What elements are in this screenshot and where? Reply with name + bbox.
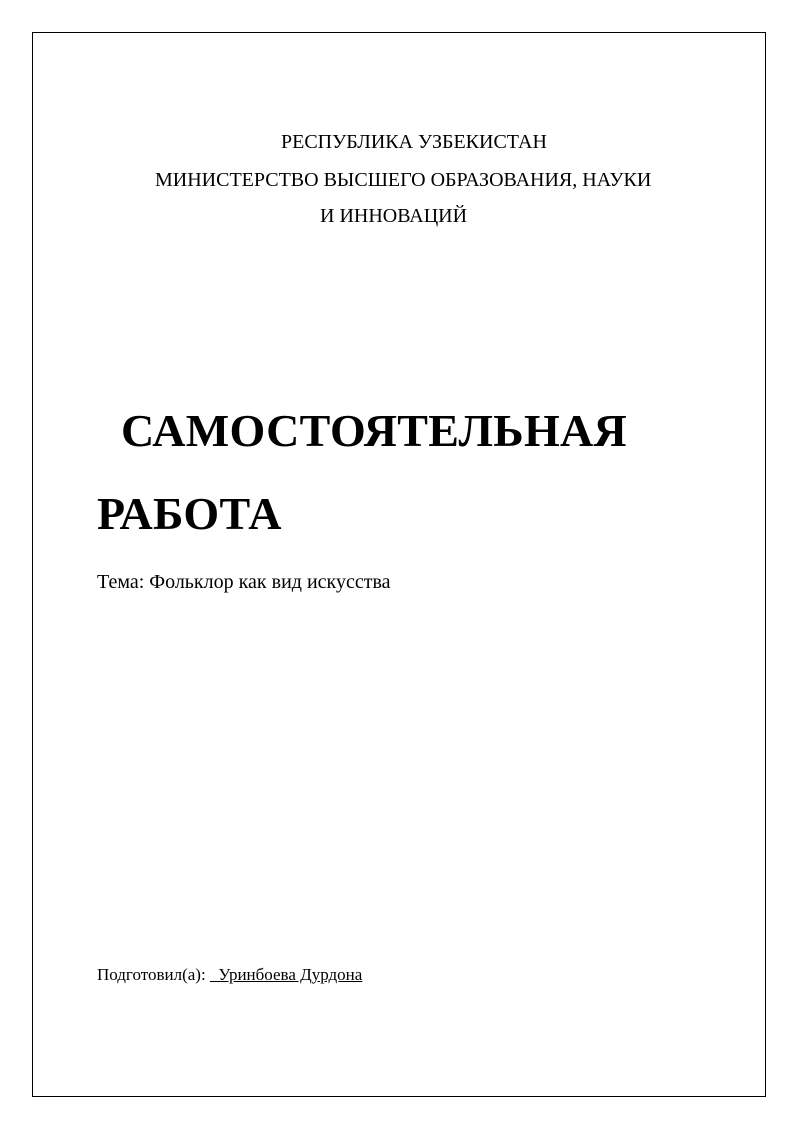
document-title-line-1: САМОСТОЯТЕЛЬНАЯ xyxy=(121,405,628,456)
document-title-line-2: РАБОТА xyxy=(97,488,282,539)
ministry-heading: МИНИСТЕРСТВО ВЫСШЕГО ОБРАЗОВАНИЯ, НАУКИ xyxy=(155,169,652,191)
prepared-by-label: Подготовил(а): xyxy=(97,965,206,984)
country-heading: РЕСПУБЛИКА УЗБЕКИСТАН xyxy=(281,131,547,153)
author-name: Уринбоева Дурдона xyxy=(209,965,363,984)
prepared-by-line xyxy=(97,964,362,986)
topic-line: Тема: Фольклор как вид искусства xyxy=(97,571,391,593)
ministry-heading-continued: И ИННОВАЦИЙ xyxy=(320,205,468,227)
